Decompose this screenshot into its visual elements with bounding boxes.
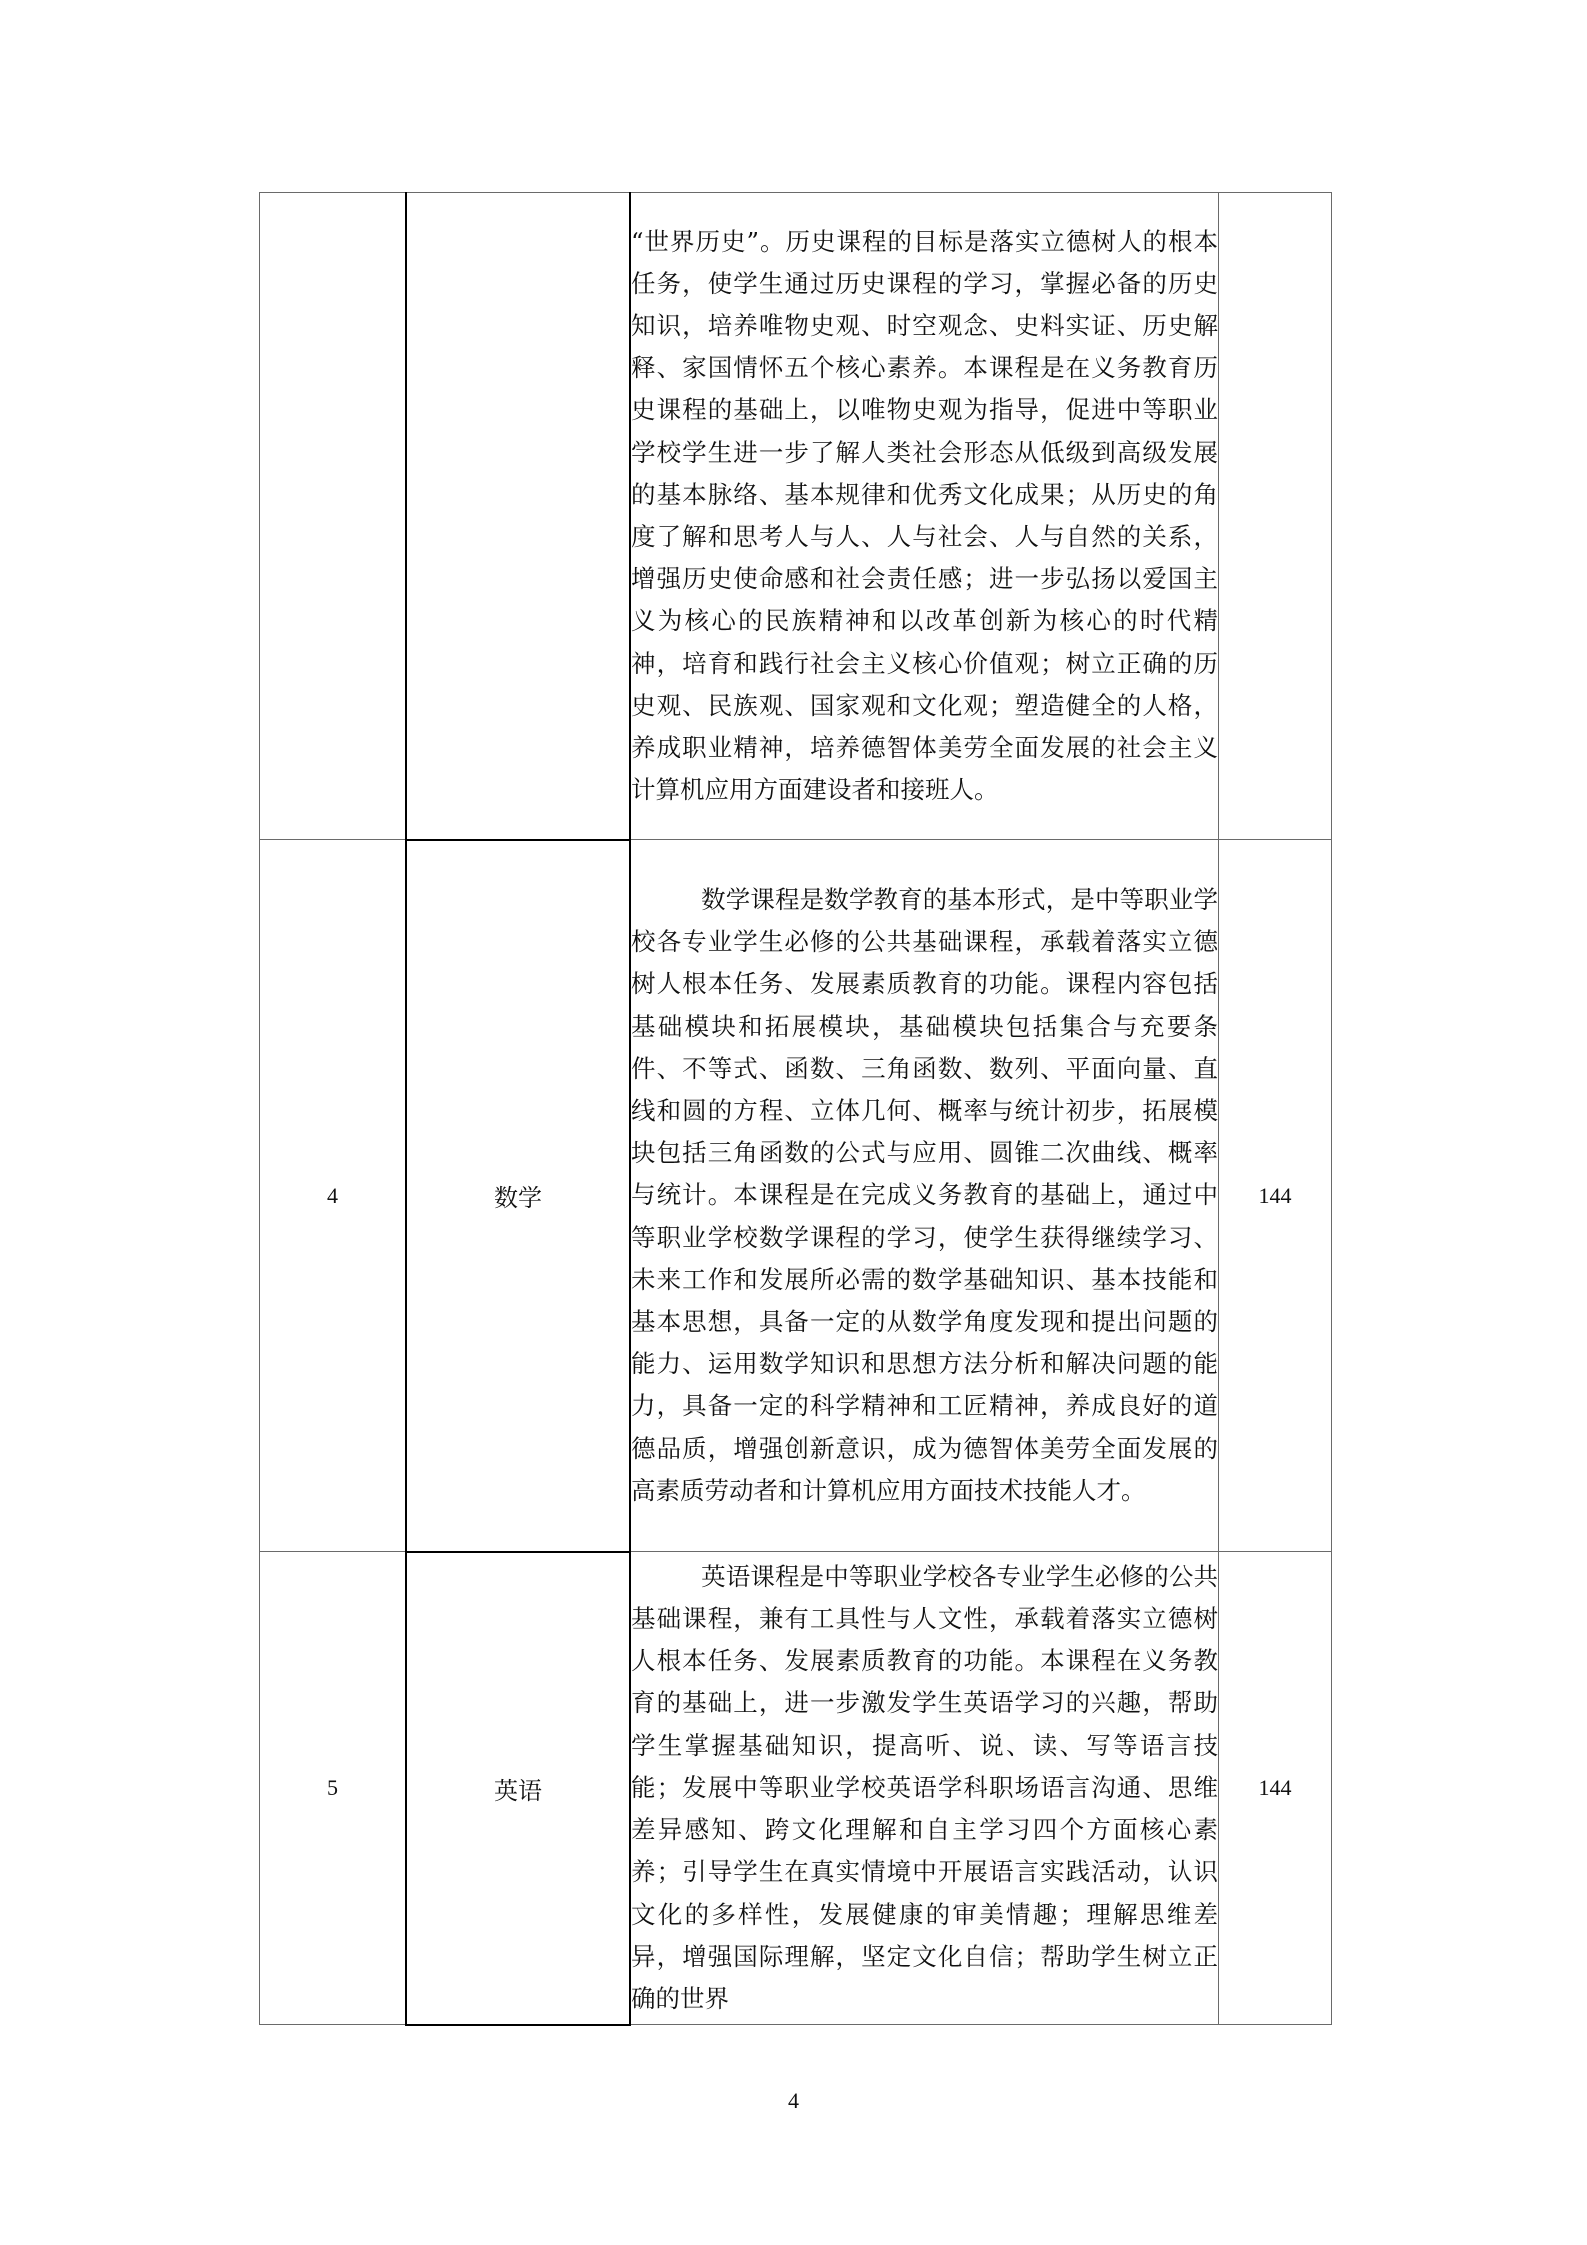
table-row	[260, 1552, 1332, 2025]
course-number-cell	[260, 193, 407, 840]
course-description-cell	[630, 840, 1219, 1552]
course-name-cell: 数学	[406, 840, 630, 1552]
course-description-cell	[630, 1552, 1219, 2025]
course-number-cell: 5	[260, 1552, 407, 2025]
course-number-cell: 4	[260, 840, 407, 1552]
course-description-cell	[630, 193, 1219, 840]
course-name-cell: 英语	[406, 1552, 630, 2025]
course-description-text: 英语课程是中等职业学校各专业学生必修的公共基础课程，兼有工具性与人文性，承载着落实立德树人根本任务、发展素质教育的功能。本课程在义务教育的基础上，进一步激发学生英语学习的兴趣，帮助学生掌握基础知识，提高听、说、读、写等语言技能；发展中等职业学校英语学科职场语言沟通、思维差异感知、跨文化理解和自主学习四个方面核心素养；引导学生在真实情境中开展语言实践活动，认识文化的多样性，发展健康的审美情趣；理解思维差异，增强国际理解，坚定文化自信；帮助学生树立正确的世界	[631, 1561, 1218, 2013]
table-row	[260, 840, 1332, 1552]
course-name-cell	[406, 193, 630, 840]
page-number: 4	[788, 2088, 799, 2113]
course-description-text: 数学课程是数学教育的基本形式，是中等职业学校各专业学生必修的公共基础课程，承载着落实立德树人根本任务、发展素质教育的功能。课程内容包括基础模块和拓展模块，基础模块包括集合与充要条件、不等式、函数、三角函数、数列、平面向量、直线和圆的方程、立体几何、概率与统计初步，拓展模块包括三角函数的公式与应用、圆锥二次曲线、概率与统计。本课程是在完成义务教育的基础上，通过中等职业学校数学课程的学习，使学生获得继续学习、未来工作和发展所必需的数学基础知识、基本技能和基本思想，具备一定的从数学角度发现和提出问题的能力、运用数学知识和思想方法分析和解决问题的能力，具备一定的科学精神和工匠精神，养成良好的道德品质，增强创新意识，成为德智体美劳全面发展的高素质劳动者和计算机应用方面技术技能人才。	[631, 884, 1218, 1505]
course-hours-cell	[1219, 193, 1332, 840]
course-hours-cell: 144	[1219, 840, 1332, 1552]
table-row	[260, 193, 1332, 840]
course-hours-cell: 144	[1219, 1552, 1332, 2025]
curriculum-table	[259, 192, 1332, 2026]
course-description-text: “世界历史”。历史课程的目标是落实立德树人的根本任务，使学生通过历史课程的学习，掌握必备的历史知识，培养唯物史观、时空观念、史料实证、历史解释、家国情怀五个核心素养。本课程是在义务教育历史课程的基础上，以唯物史观为指导，促进中等职业学校学生进一步了解人类社会形态从低级到高级发展的基本脉络、基本规律和优秀文化成果；从历史的角度了解和思考人与人、人与社会、人与自然的关系，增强历史使命感和社会责任感；进一步弘扬以爱国主义为核心的民族精神和以改革创新为核心的时代精神，培育和践行社会主义核心价值观；树立正确的历史观、民族观、国家观和文化观；塑造健全的人格，养成职业精神，培养德智体美劳全面发展的社会主义计算机应用方面建设者和接班人。	[631, 226, 1218, 805]
